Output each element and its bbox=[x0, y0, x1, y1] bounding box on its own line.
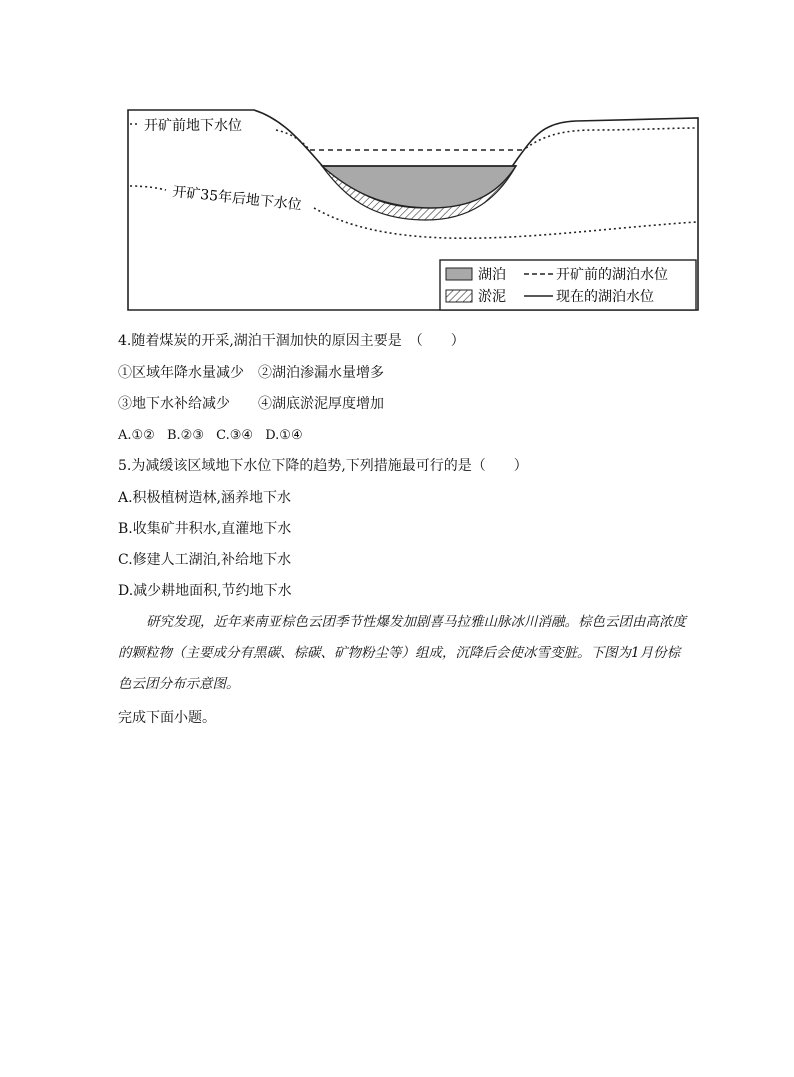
q4-option-a[interactable]: A.①② bbox=[118, 428, 155, 443]
q5-option-a[interactable]: A.积极植树造林,涵养地下水 bbox=[118, 490, 292, 506]
groundwater-diagram bbox=[126, 108, 700, 312]
passage-text: 研究发现，近年来南亚棕色云团季节性爆发加剧喜马拉雅山脉冰川消融。棕色云团由高浓度的颗粒物（主要成分有黑碳、棕碳、矿物粉尘等）组成，沉降后会使冰雪变脏。下图为1月份棕色云团分布示意图。 bbox=[118, 614, 686, 692]
q4-statement-3: ③地下水补给减少 bbox=[118, 396, 230, 412]
legend-before-level-label: 开矿前的湖泊水位 bbox=[556, 267, 668, 283]
legend-lake-swatch bbox=[446, 268, 472, 280]
q4-option-c[interactable]: C.③④ bbox=[216, 428, 254, 443]
lake-area bbox=[322, 166, 516, 208]
q4-option-b[interactable]: B.②③ bbox=[166, 428, 204, 443]
q5-stem: 5.为减缓该区域地下水位下降的趋势,下列措施最可行的是（ ） bbox=[118, 458, 528, 474]
legend-current-level-label: 现在的湖泊水位 bbox=[556, 289, 654, 305]
q5-option-c[interactable]: C.修建人工湖泊,补给地下水 bbox=[118, 552, 292, 568]
q5-option-b[interactable]: B.收集矿井积水,直灌地下水 bbox=[118, 521, 292, 537]
q4-statement-2: ②湖泊渗漏水量增多 bbox=[258, 365, 384, 381]
diagram-svg bbox=[126, 108, 700, 312]
q4-option-d[interactable]: D.①④ bbox=[265, 428, 303, 443]
legend-lake-label: 湖泊 bbox=[478, 267, 506, 283]
legend bbox=[440, 260, 696, 310]
instruction-text: 完成下面小题。 bbox=[118, 710, 216, 726]
label-groundwater-after: 开矿35年后地下水位 bbox=[171, 184, 303, 214]
legend-sediment-swatch bbox=[446, 290, 472, 302]
label-groundwater-before: 开矿前地下水位 bbox=[144, 118, 242, 134]
q4-options bbox=[118, 426, 311, 446]
q4-stem: 4.随着煤炭的开采,湖泊干涸加快的原因主要是 （ ） bbox=[118, 333, 465, 349]
passage-paragraph bbox=[118, 607, 688, 700]
legend-sediment-label: 淤泥 bbox=[478, 289, 506, 305]
q4-statement-1: ①区域年降水量减少 bbox=[118, 365, 244, 381]
q5-option-d[interactable]: D.减少耕地面积,节约地下水 bbox=[118, 583, 292, 599]
q4-statement-4: ④湖底淤泥厚度增加 bbox=[258, 396, 384, 412]
q4-statements-row-2 bbox=[118, 394, 384, 414]
q4-statements-row-1 bbox=[118, 363, 384, 383]
